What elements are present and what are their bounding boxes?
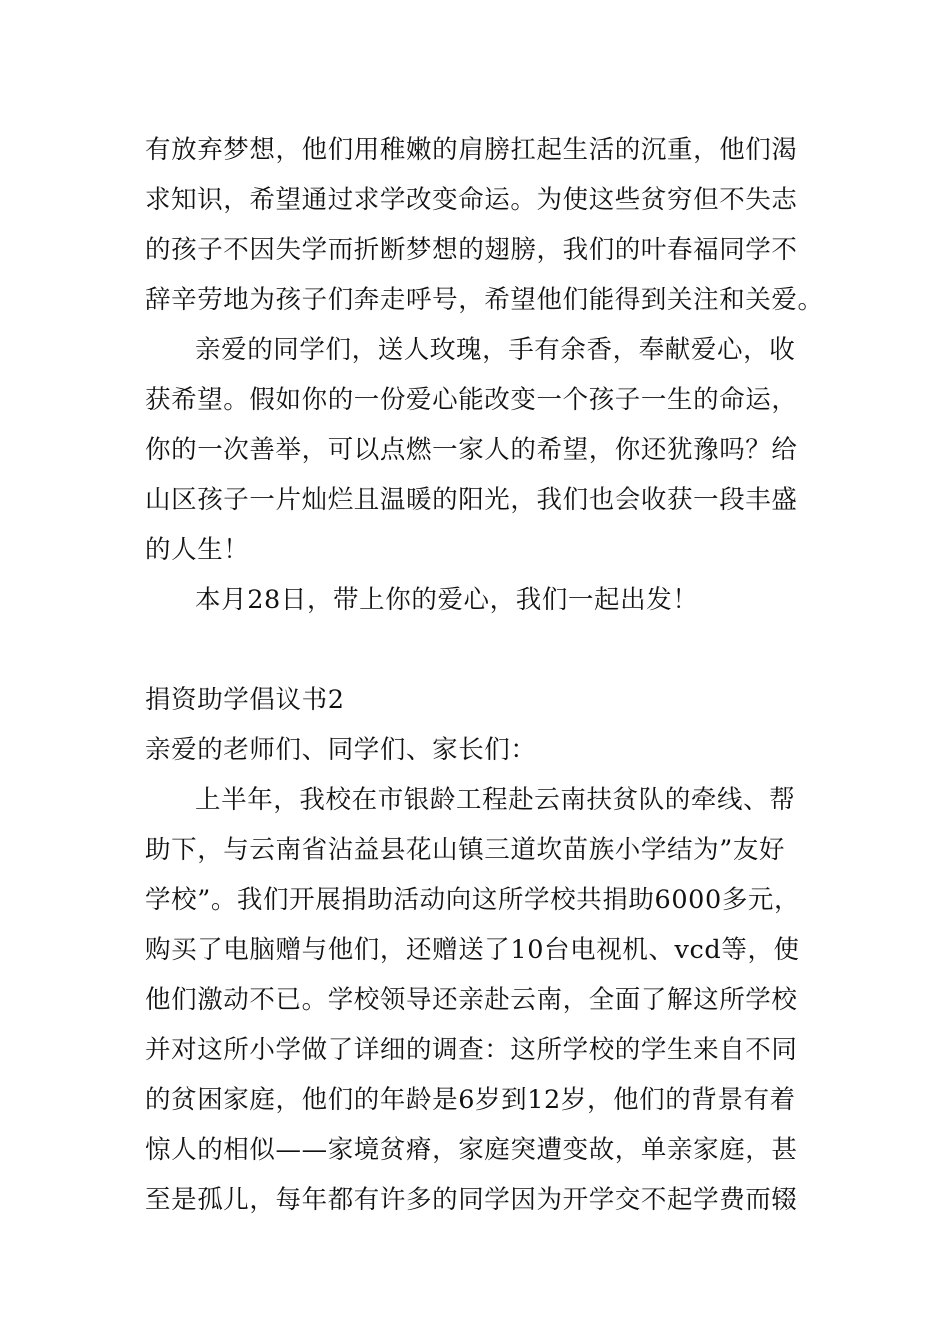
paragraph-line: 购买了电脑赠与他们，还赠送了10台电视机、vcd等，使: [145, 935, 800, 965]
section-title: 捐资助学倡议书2: [145, 685, 345, 715]
paragraph-line: 上半年，我校在市银龄工程赴云南扶贫队的牵线、帮: [195, 785, 796, 815]
paragraph-line: 学校”。我们开展捐助活动向这所学校共捐助6000多元，: [145, 885, 801, 915]
paragraph-line: 惊人的相似——家境贫瘠，家庭突遭变故，单亲家庭，甚: [145, 1135, 798, 1165]
paragraph-line: 山区孩子一片灿烂且温暖的阳光，我们也会收获一段丰盛: [145, 485, 798, 515]
paragraph-line: 求知识，希望通过求学改变命运。为使这些贫穷但不失志: [145, 185, 798, 215]
paragraph-line: 的孩子不因失学而折断梦想的翅膀，我们的叶春福同学不: [145, 235, 798, 265]
paragraph-line: 本月28日，带上你的爱心，我们一起出发！: [195, 585, 699, 615]
paragraph-line: 他们激动不已。学校领导还亲赴云南，全面了解这所学校: [145, 985, 798, 1015]
paragraph-line: 的贫困家庭，他们的年龄是6岁到12岁，他们的背景有着: [145, 1085, 796, 1115]
paragraph-line: 助下，与云南省沾益县花山镇三道坎苗族小学结为”友好: [145, 835, 786, 865]
paragraph-line: 的人生！: [145, 535, 250, 565]
paragraph-line: 你的一次善举，可以点燃一家人的希望，你还犹豫吗？给: [145, 435, 798, 465]
paragraph-line: 亲爱的同学们，送人玫瑰，手有余香，奉献爱心，收: [195, 335, 796, 365]
paragraph-line: 有放弃梦想，他们用稚嫩的肩膀扛起生活的沉重，他们渴: [145, 135, 798, 165]
paragraph-line: 至是孤儿，每年都有许多的同学因为开学交不起学费而辍: [145, 1185, 798, 1215]
paragraph-line: 获希望。假如你的一份爱心能改变一个孩子一生的命运，: [145, 385, 798, 415]
paragraph-line: 辞辛劳地为孩子们奔走呼号，希望他们能得到关注和关爱。: [145, 285, 824, 315]
salutation: 亲爱的老师们、同学们、家长们：: [145, 735, 537, 765]
paragraph-line: 并对这所小学做了详细的调查：这所学校的学生来自不同: [145, 1035, 798, 1065]
